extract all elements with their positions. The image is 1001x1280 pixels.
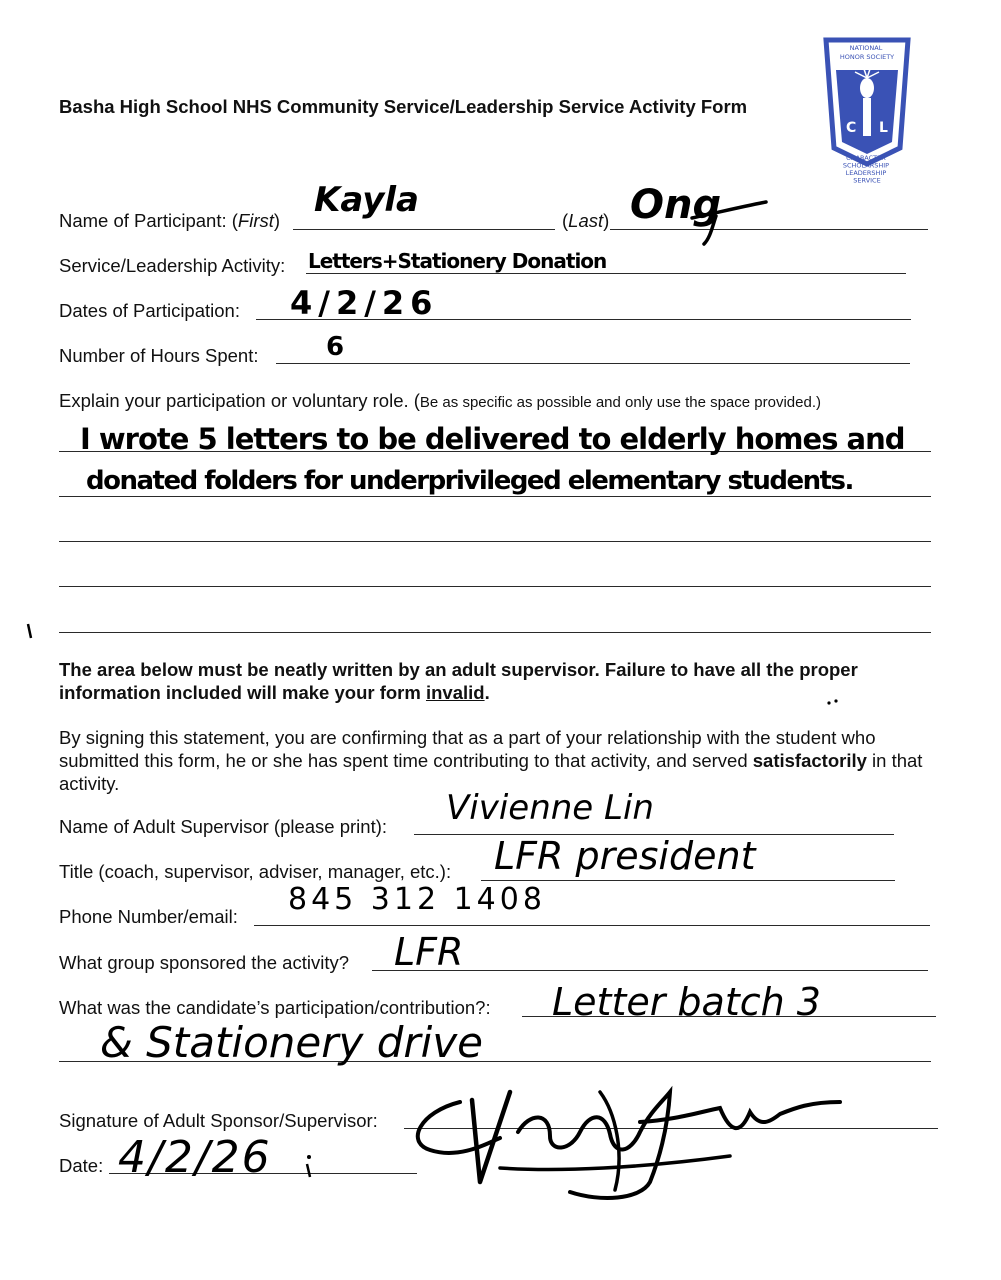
supervisor-title-value[interactable]: LFR president [494,834,756,878]
phone-label: Phone Number/email: [59,906,238,927]
last-name-underline-stroke [690,198,770,250]
signature-label: Signature of Adult Sponsor/Supervisor: [59,1110,378,1131]
explain-line-2 [59,496,931,497]
activity-label: Service/Leadership Activity: [59,255,286,276]
nhs-logo [822,36,912,186]
supervisor-statement: By signing this statement, you are confirming that as a part of your relationship with the student who submitted this form, he or she has spent time contributing to that activity, and served satisfactorily in that activity. [59,727,923,794]
explain-line-5 [59,632,931,633]
contribution-value-1[interactable]: Letter batch 3 [552,980,821,1024]
svg-text:L: L [879,120,888,136]
group-label: What group sponsored the activity? [59,952,349,973]
supervisor-title-label: Title (coach, supervisor, adviser, manager, etc.): [59,861,452,882]
stray-mark-2 [302,1152,316,1180]
last-name-label: (Last) [562,210,610,231]
supervisor-signature[interactable] [400,1072,850,1207]
phone-line [254,925,930,926]
supervisor-name-label: Name of Adult Supervisor (please print): [59,816,388,837]
supervisor-title-line [481,880,895,881]
form-title: Basha High School NHS Community Service/Leadership Service Activity Form [59,96,748,117]
stray-mark [26,622,34,640]
hours-value[interactable]: 6 [326,332,345,362]
logo-top-text: NATIONAL HONOR SOCIETY [839,44,895,61]
last-name-value[interactable]: Ong [630,182,722,228]
hours-label: Number of Hours Spent: [59,345,259,366]
activity-value[interactable]: Letters+Stationery Donation [308,249,607,273]
contribution-label: What was the candidate’s participation/contribution?: [59,997,491,1018]
explain-prompt: Explain your participation or voluntary role. (Be as specific as possible and only use the space provided.) [59,390,821,411]
participant-name-label: Name of Participant: (First) [59,210,281,231]
date-value[interactable]: 4/2/26 [118,1132,272,1183]
contribution-value-2[interactable]: & Stationery drive [100,1018,484,1067]
supervisor-warning: The area below must be neatly written by an adult supervisor. Failure to have all the proper information included will make your form invalid. [59,659,858,703]
logo-bottom-text: CHARACTER SCHOLARSHIP LEADERSHIP SERVICE [842,154,890,185]
supervisor-name-value[interactable]: Vivienne Lin [446,788,654,828]
group-value[interactable]: LFR [394,930,464,974]
explain-line-3 [59,541,931,542]
svg-text:C: C [846,120,857,136]
hours-line [276,363,910,364]
dates-label: Dates of Participation: [59,300,240,321]
dates-value[interactable]: 4/2/26 [290,284,439,322]
phone-value[interactable]: 845 312 1408 [288,882,546,917]
activity-line [306,273,906,274]
date-label: Date: [59,1155,104,1176]
first-name-value[interactable]: Kayla [314,180,420,220]
first-name-line [293,229,555,230]
explain-line-4 [59,586,931,587]
explain-text-line-2[interactable]: donated folders for underprivileged elementary students. [86,466,853,496]
explain-text-line-1[interactable]: I wrote 5 letters to be delivered to elderly homes and [80,422,905,456]
